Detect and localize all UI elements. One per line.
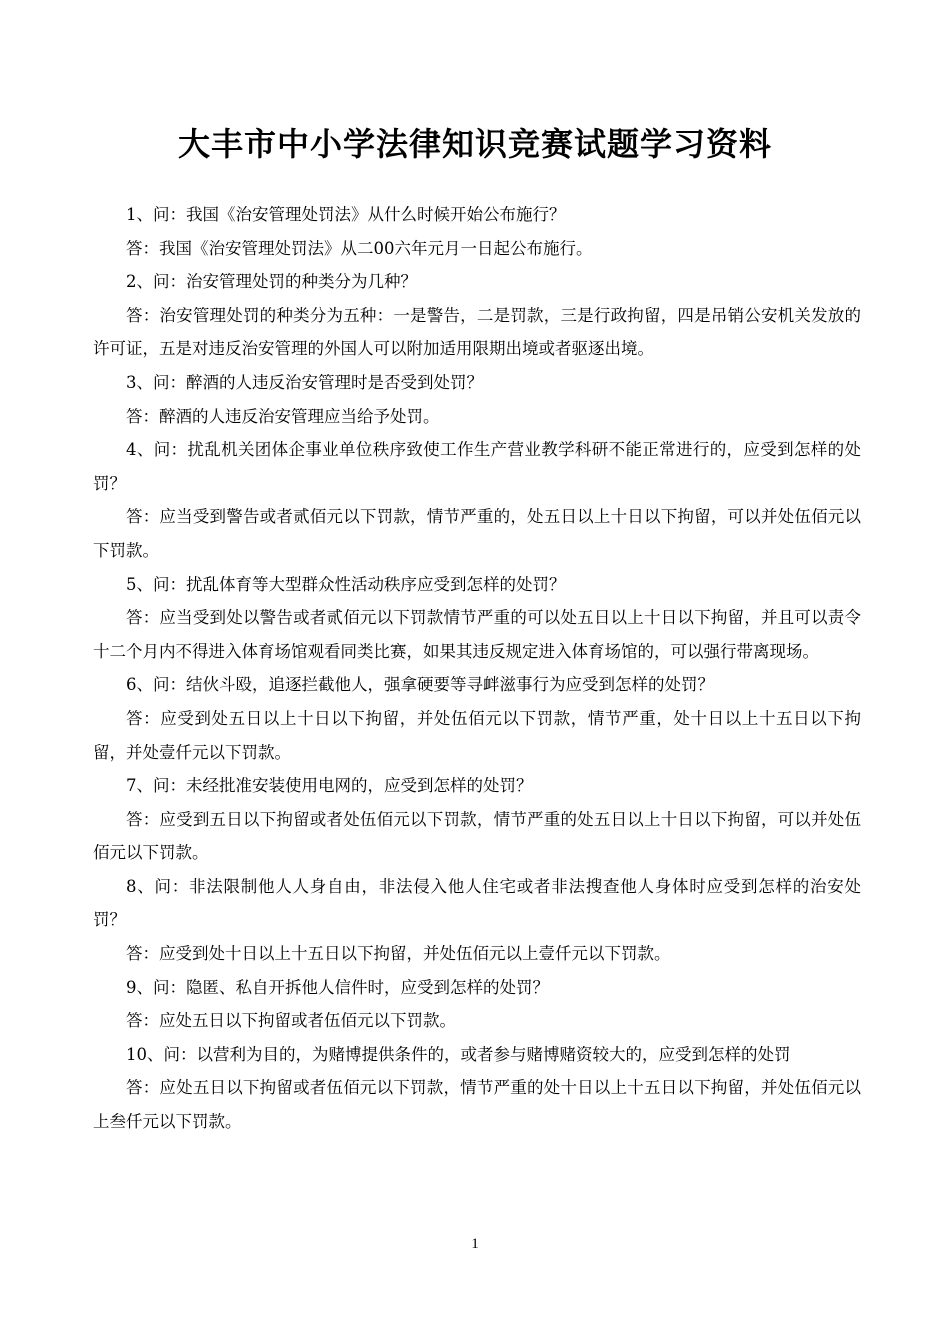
document-body	[93, 198, 861, 1139]
answer-2: 答：治安管理处罚的种类分为五种：一是警告，二是罚款，三是行政拘留，四是吊销公安机关发放的许可证，五是对违反治安管理的外国人可以附加适用限期出境或者驱逐出境。	[93, 305, 861, 359]
question-8: 8、问：非法限制他人人身自由，非法侵入他人住宅或者非法搜查他人身体时应受到怎样的治安处罚？	[93, 876, 861, 930]
answer-5: 答：应当受到处以警告或者贰佰元以下罚款情节严重的可以处五日以上十日以下拘留，并且可以责令十二个月内不得进入体育场馆观看同类比赛，如果其违反规定进入体育场馆的，可以强行带离现场。	[93, 608, 861, 661]
answer-10: 答：应处五日以下拘留或者伍佰元以下罚款，情节严重的处十日以上十五日以下拘留，并处伍佰元以上叁仟元以下罚款。	[93, 1078, 861, 1132]
answer-9: 答：应处五日以下拘留或者伍佰元以下罚款。	[126, 1011, 456, 1031]
answer-8: 答：应受到处十日以上十五日以下拘留，并处伍佰元以上壹仟元以下罚款。	[126, 944, 671, 964]
answer-3: 答：醉酒的人违反治安管理应当给予处罚。	[126, 406, 440, 426]
question-1: 1、问：我国《治安管理处罚法》从什么时候开始公布施行？	[126, 205, 566, 224]
question-9: 9、问：隐匿、私自开拆他人信件时，应受到怎样的处罚？	[126, 977, 549, 997]
question-10: 10、问：以营利为目的，为赌博提供条件的，或者参与赌博赌资较大的，应受到怎样的处罚	[126, 1044, 791, 1064]
question-7: 7、问：未经批准安装使用电网的，应受到怎样的处罚？	[126, 776, 533, 796]
answer-7: 答：应受到五日以下拘留或者处伍佰元以下罚款，情节严重的处五日以上十日以下拘留，可以并处伍佰元以下罚款。	[93, 809, 861, 863]
question-4: 4、问：扰乱机关团体企事业单位秩序致使工作生产营业教学科研不能正常进行的，应受到怎样的处罚？	[93, 440, 861, 493]
answer-4: 答：应当受到警告或者贰佰元以下罚款，情节严重的，处五日以上十日以下拘留，可以并处伍佰元以下罚款。	[93, 507, 861, 560]
question-6: 6、问：结伙斗殴，追逐拦截他人，强拿硬要等寻衅滋事行为应受到怎样的处罚？	[126, 675, 714, 695]
answer-6: 答：应受到处五日以上十日以下拘留，并处伍佰元以下罚款，情节严重，处十日以上十五日以下拘留，并处壹仟元以下罚款。	[93, 708, 861, 762]
answer-1: 答：我国《治安管理处罚法》从二00六年元月一日起公布施行。	[126, 238, 593, 258]
page-number: 1	[471, 1236, 479, 1252]
question-5: 5、问：扰乱体育等大型群众性活动秩序应受到怎样的处罚？	[126, 574, 566, 594]
document-title: 大丰市中小学法律知识竞赛试题学习资料	[177, 125, 772, 163]
question-2: 2、问：治安管理处罚的种类分为几种？	[126, 272, 417, 292]
question-3: 3、问：醉酒的人违反治安管理时是否受到处罚？	[126, 372, 483, 392]
